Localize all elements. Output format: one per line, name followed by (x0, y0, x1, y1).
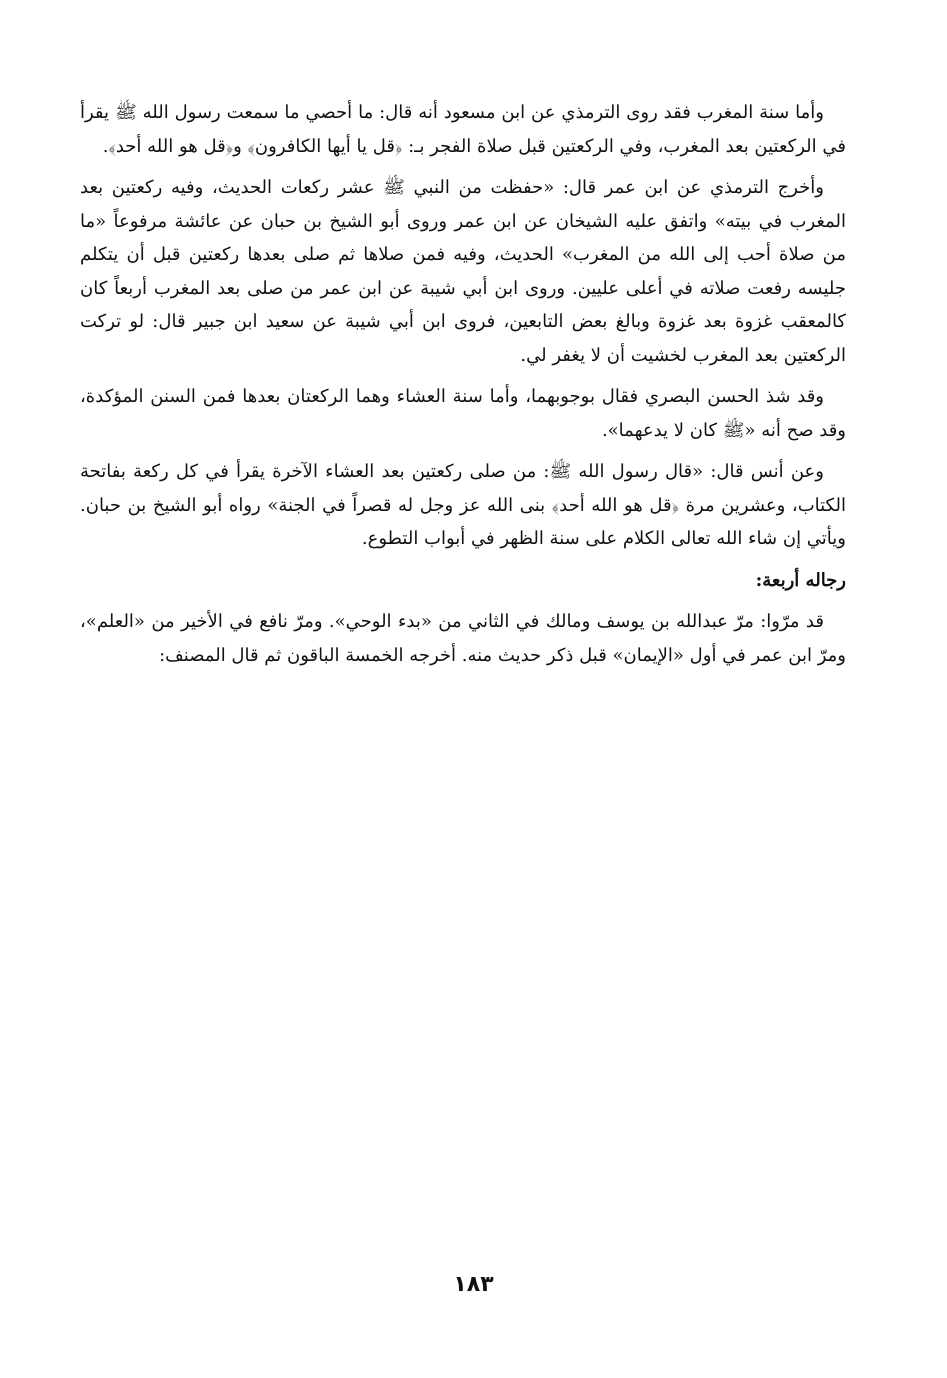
page-number: ١٨٣ (453, 1272, 494, 1297)
paragraph-isha-sunnah: وقد شذ الحسن البصري فقال بوجوبهما، وأما سنة العشاء وهما الركعتان بعدها فمن السنن المؤكدة، وقد صح أنه «ﷺ كان لا يدعهما». (80, 386, 846, 441)
paragraph-narrators: قد مرّوا: مرّ عبدالله بن يوسف ومالك في الثاني من «بدء الوحي». ومرّ نافع في الأخير من «العلم»، ومرّ ابن عمر في أول «الإيمان» قبل ذكر حديث منه. أخرجه الخمسة الباقون ثم قال المصنف: (80, 611, 846, 666)
narrators-heading: رجاله أربعة: (755, 569, 846, 591)
document-body (80, 96, 846, 680)
paragraph-tirmidhi-hadith: وأخرج الترمذي عن ابن عمر قال: «حفظت من النبي ﷺ عشر ركعات الحديث، وفيه ركعتين بعد المغرب في بيته» واتفق عليه الشيخان عن ابن عمر وروى أبو الشيخ بن حبان عن عائشة مرفوعاً «ما من صلاة أحب إلى الله من المغرب» الحديث، وفيه فمن صلاها ثم صلى بعدها ركعتين قبل أن يتكلم جليسه رفعت صلاته في أعلى عليين. وروى ابن أبي شيبة عن ابن عمر من صلى بعد المغرب أربعاً كان كالمعقب غزوة بعد غزوة وبالغ بعض التابعين، فروى ابن أبي شيبة عن سعيد ابن جبير قال: لو تركت الركعتين بعد المغرب لخشيت أن لا يغفر لي. (80, 177, 846, 366)
paragraph-maghrib-sunnah: وأما سنة المغرب فقد روى الترمذي عن ابن مسعود أنه قال: ما أحصي ما سمعت رسول الله ﷺ يقرأ في الركعتين بعد المغرب، وفي الركعتين قبل صلاة الفجر بـ: ﴿قل يا أيها الكافرون﴾ و﴿قل هو الله أحد﴾. (80, 102, 846, 157)
paragraph-anas-hadith: وعن أنس قال: «قال رسول الله ﷺ: من صلى ركعتين بعد العشاء الآخرة يقرأ في كل ركعة بفاتحة الكتاب، وعشرين مرة ﴿قل هو الله أحد﴾ بنى الله عز وجل له قصراً في الجنة» رواه أبو الشيخ بن حبان. ويأتي إن شاء الله تعالى الكلام على سنة الظهر في أبواب التطوع. (80, 461, 846, 549)
